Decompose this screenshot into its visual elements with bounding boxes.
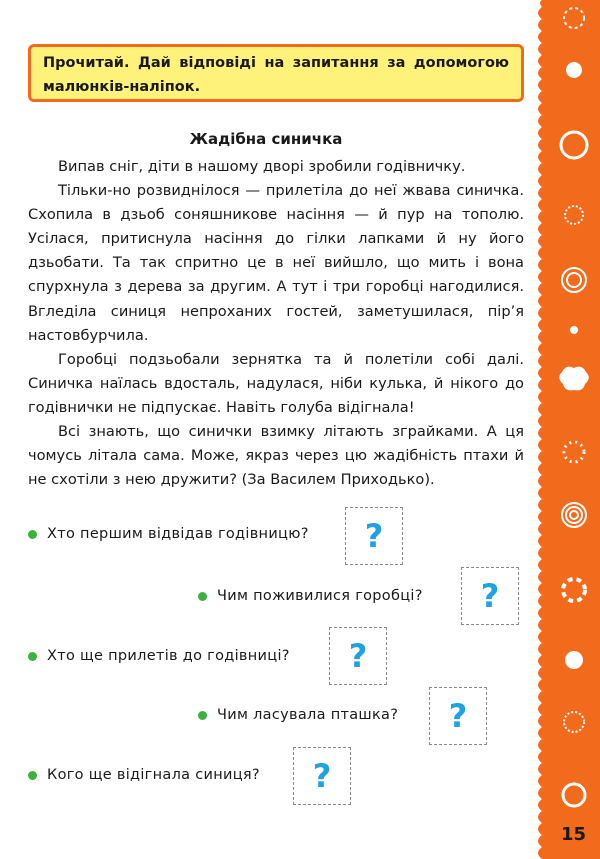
dot-icon-2 xyxy=(565,651,583,669)
question-text: Хто ще прилетів до годівниці? xyxy=(47,648,290,664)
target-icon xyxy=(562,268,586,292)
sticker-slot[interactable]: ? xyxy=(345,507,403,565)
page-number: 15 xyxy=(560,824,586,845)
sunburst-icon xyxy=(564,8,584,28)
story-paragraph: Горобці подзьобали зернятка та й полетіли собі далі. Синичка наїлась вдосталь, надулася, ніби кулька, й нікого до годівнички не підпускає. Навіть голуба відігнала! xyxy=(28,350,524,416)
question-item xyxy=(28,648,290,664)
question-text: Кого ще відігнала синиця? xyxy=(47,767,260,783)
scalloped-edge xyxy=(532,0,548,859)
star-burst-icon xyxy=(564,712,584,732)
story-paragraph: Випав сніг, діти в нашому дворі зробили годівничку. xyxy=(58,158,466,175)
sticker-slot[interactable]: ? xyxy=(461,567,519,625)
decorative-circles xyxy=(548,0,600,859)
story-paragraph: Всі знають, що синички взимку літають зграйками. А ця чомусь літала сама. Може, якраз через цю жадібність птахи й не схотіли з нею дружити? (За Василем Приходько). xyxy=(28,423,524,489)
dots-ring-icon xyxy=(564,442,584,462)
question-text: Чим ласувала пташка? xyxy=(217,707,399,723)
story-text xyxy=(28,155,524,492)
small-ring-icon xyxy=(563,784,585,806)
ring-icon xyxy=(561,132,587,158)
blob-icon xyxy=(559,367,589,391)
green-bullet-icon xyxy=(198,592,207,601)
question-item xyxy=(28,767,260,783)
sticker-slot[interactable]: ? xyxy=(429,687,487,745)
green-bullet-icon xyxy=(28,771,37,780)
story-paragraph: Тільки-но розвиднілося — прилетіла до неї жвава синичка. Схопила в дзьоб соняшникове насіння — й пур на тополю. Усілася, притиснула насіння до гілки лапками й ну його дзьобати. Та так спритно це в неї вийшло, що мить і вона спурхнула з дерева за другим. А тут і три горобці нагодилися. Вгледіла синиця непроханих гостей, заметушилася, пір’я настовбурчила. xyxy=(28,182,524,344)
sticker-slot[interactable]: ? xyxy=(293,747,351,805)
question-text: Хто першим відвідав годівницю? xyxy=(47,526,309,542)
instruction-box: Прочитай. Дай відповіді на запитання за допомогою малюнків-наліпок. xyxy=(28,44,524,102)
question-item xyxy=(28,526,309,542)
question-item xyxy=(198,588,423,604)
question-text: Чим поживилися горобці? xyxy=(217,588,423,604)
question-item xyxy=(198,707,398,723)
green-bullet-icon xyxy=(198,711,207,720)
side-decorative-strip xyxy=(548,0,600,859)
dot-icon xyxy=(566,62,582,78)
small-dot-icon xyxy=(570,326,578,334)
story-title: Жадібна синичка xyxy=(189,130,343,148)
green-bullet-icon xyxy=(28,530,37,539)
flower-icon xyxy=(565,206,583,224)
sticker-slot[interactable]: ? xyxy=(329,627,387,685)
gear-icon xyxy=(563,579,585,601)
green-bullet-icon xyxy=(28,652,37,661)
